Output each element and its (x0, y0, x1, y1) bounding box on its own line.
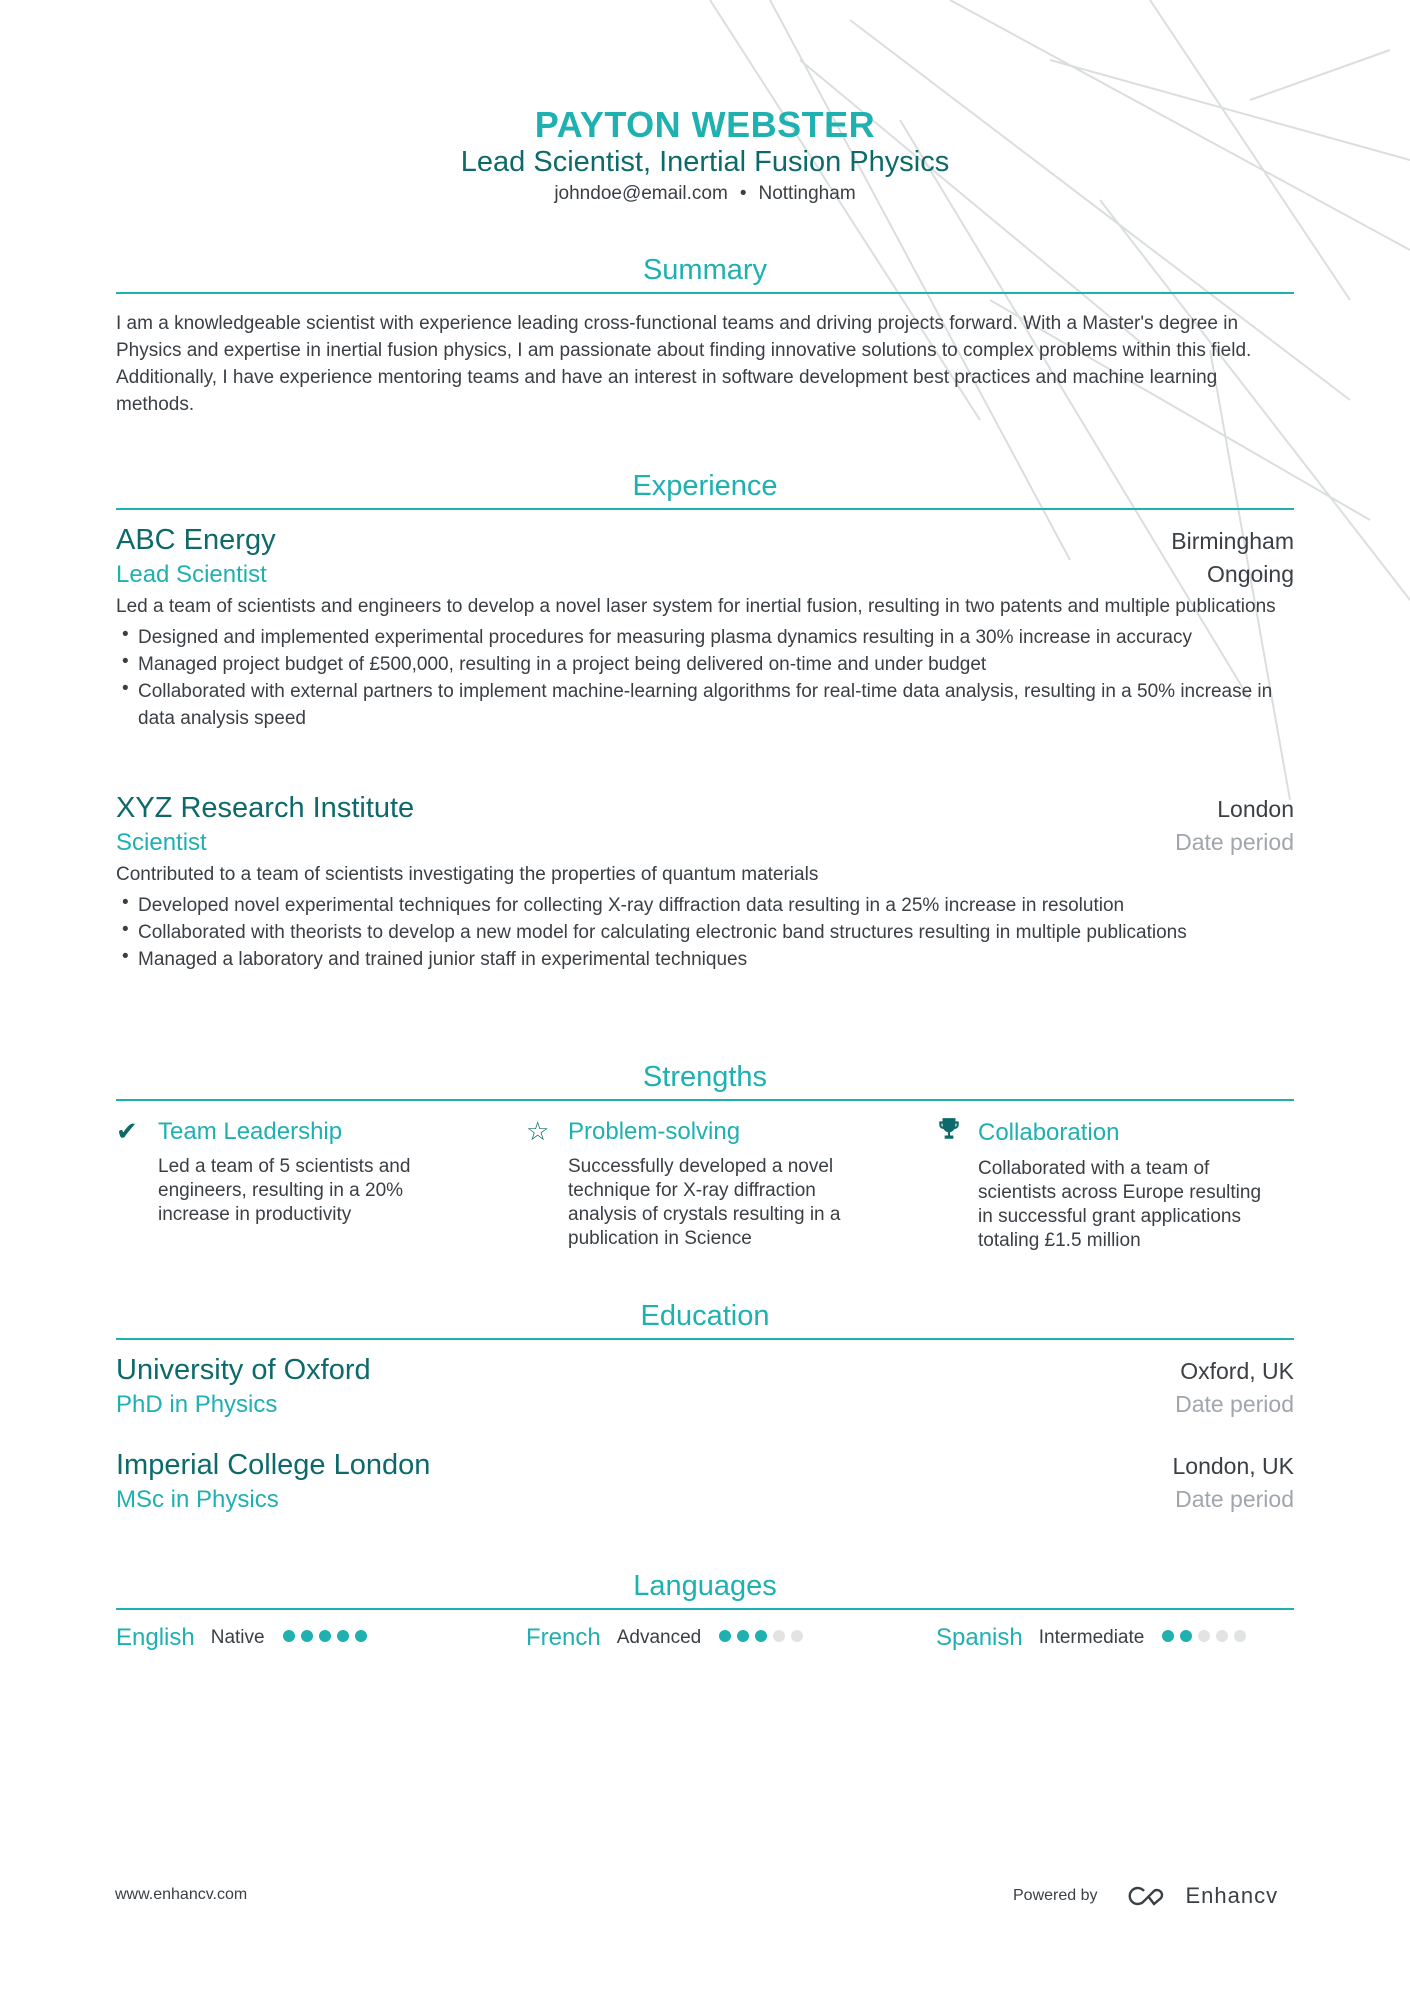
rating-dot-empty (773, 1630, 785, 1642)
job-entry (116, 792, 1294, 973)
powered-by-label: Powered by (1013, 1887, 1098, 1904)
rating-dot-empty (1198, 1630, 1210, 1642)
language-item (936, 1624, 1252, 1652)
star-icon: ☆ (526, 1116, 550, 1146)
job-location: London (1217, 796, 1294, 822)
website-link[interactable]: www.enhancv.com (115, 1886, 248, 1903)
rating-dot-filled (319, 1630, 331, 1642)
summary-text: I am a knowledgeable scientist with experience leading cross-functional teams and driving projects forward. With a Master's degree in Physics and expertise in inertial fusion physics, I am passionate about finding innovative solutions to complex problems within this field. Additionally, I have experience mentoring teams and have an interest in software development best practices and machine learning methods. (116, 313, 1252, 415)
bullet: • Collaborated with external partners to implement machine-learning algorithms for real-time data analysis, resulting in a 50% increase in data analysis speed (116, 678, 1294, 732)
school-location: London, UK (1172, 1453, 1294, 1479)
strength-item (116, 1116, 456, 1227)
rating-dot-filled (355, 1630, 367, 1642)
bullet: • Developed novel experimental techniques for collecting X-ray diffraction data resulting in a 25% increase in resolution (116, 892, 1294, 919)
school: Imperial College London (116, 1449, 431, 1481)
strength-title: Team Leadership (158, 1117, 343, 1145)
powered-by (1013, 1883, 1278, 1909)
rating-dot-empty (1234, 1630, 1246, 1642)
rating-dot-filled (719, 1630, 731, 1642)
language-rating (283, 1629, 373, 1647)
rating-dot-filled (283, 1630, 295, 1642)
job-date: Ongoing (1207, 561, 1294, 587)
school: University of Oxford (116, 1354, 371, 1386)
language-level: Native (210, 1627, 265, 1648)
rating-dot-filled (737, 1630, 749, 1642)
strength-title: Problem-solving (568, 1117, 741, 1145)
bullet: • Designed and implemented experimental procedures for measuring plasma dynamics resulting in a 30% increase in accuracy (116, 624, 1294, 651)
job-description: Contributed to a team of scientists investigating the properties of quantum materials (116, 864, 819, 885)
language-name: Spanish (936, 1624, 1023, 1651)
company: ABC Energy (116, 524, 276, 556)
strength-text: Led a team of 5 scientists and engineers, resulting in a 20% increase in productivity (158, 1156, 411, 1225)
trophy-icon (936, 1116, 978, 1149)
language-level: Advanced (616, 1627, 702, 1648)
strength-text: Collaborated with a team of scientists across Europe resulting in successful grant applications totaling £1.5 million (978, 1158, 1262, 1251)
job-description: Led a team of scientists and engineers to develop a novel laser system for inertial fusion, resulting in two patents and multiple publications (116, 596, 1276, 617)
email[interactable]: johndoe@email.com (554, 183, 728, 204)
language-level: Intermediate (1038, 1627, 1145, 1648)
location: Nottingham (758, 183, 856, 204)
rating-dot-empty (1216, 1630, 1228, 1642)
rating-dot-filled (1162, 1630, 1174, 1642)
rating-dot-filled (337, 1630, 349, 1642)
job-location: Birmingham (1171, 528, 1294, 554)
languages-heading: Languages (116, 1568, 1294, 1610)
rating-dot-empty (791, 1630, 803, 1642)
job-role: Lead Scientist (116, 561, 267, 588)
candidate-title: Lead Scientist, Inertial Fusion Physics (460, 146, 950, 178)
company: XYZ Research Institute (116, 792, 415, 824)
experience-heading: Experience (116, 468, 1294, 510)
strengths-heading: Strengths (116, 1059, 1294, 1101)
candidate-name: PAYTON WEBSTER (534, 104, 876, 145)
strength-text: Successfully developed a novel technique for X-ray diffraction analysis of crystals resulting in a publication in Science (568, 1156, 841, 1249)
separator-dot: • (739, 183, 747, 204)
bullet: • Managed project budget of £500,000, resulting in a project being delivered on-time and under budget (116, 651, 1294, 678)
rating-dot-filled (301, 1630, 313, 1642)
check-icon: ✔ (116, 1116, 138, 1146)
rating-dot-filled (1180, 1630, 1192, 1642)
bullet: • Collaborated with theorists to develop a new model for calculating electronic band structures resulting in multiple publications (116, 919, 1294, 946)
degree: MSc in Physics (116, 1486, 279, 1513)
rating-dot-filled (755, 1630, 767, 1642)
education-entry (116, 1354, 1294, 1419)
strength-item (526, 1116, 866, 1251)
job-entry (116, 524, 1294, 732)
brand-name: Enhancv (1185, 1883, 1279, 1908)
enhancv-logo-icon (1126, 1884, 1174, 1908)
job-date: Date period (1175, 829, 1294, 855)
education-date: Date period (1175, 1486, 1294, 1512)
language-item (116, 1624, 373, 1652)
contact-info (116, 183, 1294, 205)
language-item (526, 1624, 809, 1652)
job-bullets (116, 624, 1294, 732)
language-rating (1162, 1629, 1252, 1647)
strength-title: Collaboration (978, 1118, 1120, 1146)
education-entry (116, 1449, 1294, 1514)
education-date: Date period (1175, 1391, 1294, 1417)
job-bullets (116, 892, 1294, 973)
language-rating (719, 1629, 809, 1647)
summary-heading: Summary (116, 252, 1294, 294)
language-name: English (116, 1624, 195, 1651)
school-location: Oxford, UK (1180, 1358, 1294, 1384)
strength-item (936, 1116, 1276, 1253)
bullet: • Managed a laboratory and trained junior staff in experimental techniques (116, 946, 1294, 973)
job-role: Scientist (116, 829, 207, 856)
education-heading: Education (116, 1298, 1294, 1340)
language-name: French (526, 1624, 601, 1651)
degree: PhD in Physics (116, 1391, 278, 1418)
